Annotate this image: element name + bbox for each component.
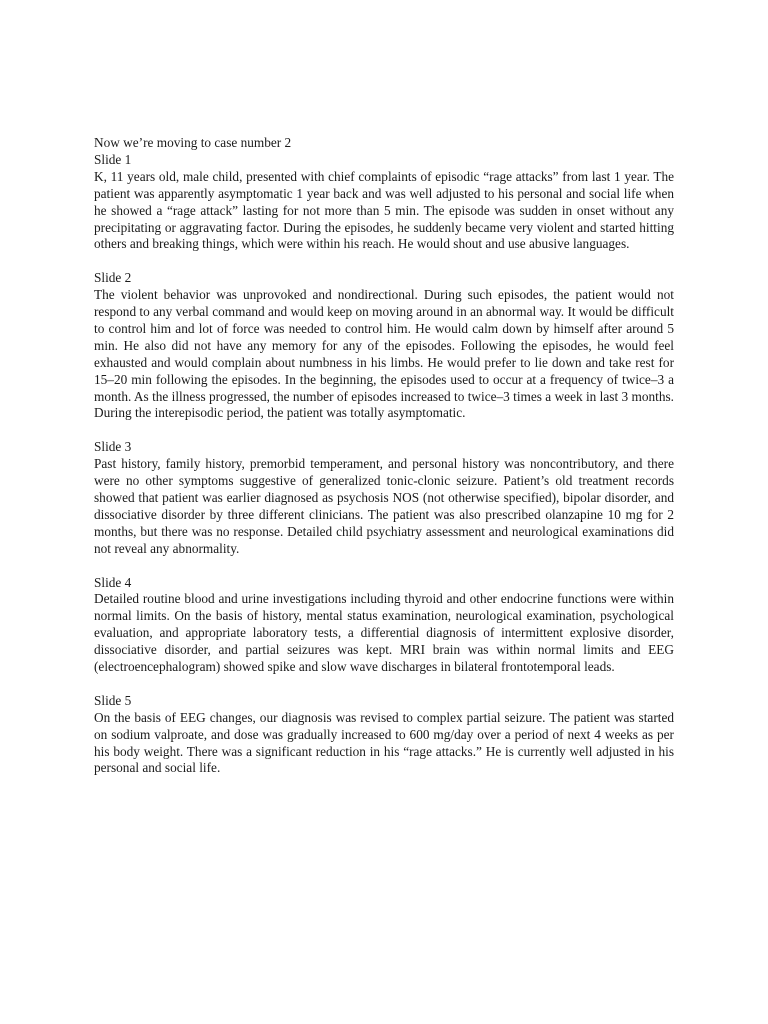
- slide-1-section: [94, 152, 674, 253]
- slide-5-section: [94, 693, 674, 778]
- slide-5-heading: Slide 5: [94, 692, 132, 708]
- slide-2-section: [94, 270, 674, 422]
- slide-2-heading: Slide 2: [94, 270, 132, 286]
- slide-4-body: Detailed routine blood and urine investigations including thyroid and other endocrine functions were within normal limits. On the basis of history, mental status examination, neurological examination, psychological evaluation, and appropriate laboratory tests, a differential diagnosis of intermittent explosive disorder, dissociative disorder, and partial seizures was kept. MRI brain was within normal limits and EEG (electroencephalogram) showed spike and slow wave discharges in bilateral frontotemporal leads.: [94, 591, 674, 675]
- slide-3-section: [94, 439, 674, 557]
- slide-5-body: On the basis of EEG changes, our diagnosis was revised to complex partial seizure. The patient was started on sodium valproate, and dose was gradually increased to 600 mg/day over a period of next 4 weeks as per his body weight. There was a significant reduction in his “rage attacks.” He is currently well adjusted in his personal and social life.: [94, 709, 674, 776]
- document-page: [94, 135, 674, 794]
- slide-3-body: Past history, family history, premorbid temperament, and personal history was noncontributory, and there were no other symptoms suggestive of generalized tonic-clonic seizure. Patient’s old treatment records showed that patient was earlier diagnosed as psychosis NOS (not otherwise specified), bipolar disorder, and dissociative disorder by three different clinicians. The patient was also prescribed olanzapine 10 mg for 2 months, but there was no response. Detailed child psychiatry assessment and neurological examinations did not reveal any abnormality.: [94, 456, 674, 556]
- document-intro: Now we’re moving to case number 2: [94, 135, 292, 150]
- slide-1-body: K, 11 years old, male child, presented with chief complaints of episodic “rage attacks” from last 1 year. The patient was apparently asymptomatic 1 year back and was well adjusted to his personal and social life when he showed a “rage attack” lasting for not more than 5 min. The episode was sudden in onset without any precipitating or aggravating factor. During the episodes, he suddenly became very violent and started hitting others and breaking things, which were within his reach. He would shout and use abusive languages.: [94, 168, 674, 252]
- slide-2-body: The violent behavior was unprovoked and nondirectional. During such episodes, the patient would not respond to any verbal command and would keep on moving around in an abnormal way. It would be difficult to control him and lot of force was needed to control him. He would calm down by himself after around 5 min. He also did not have any memory for any of the episodes. Following the episodes, he would feel exhausted and would complain about numbness in his limbs. He would prefer to lie down and take rest for 15–20 min following the episodes. In the beginning, the episodes used to occur at a frequency of twice–3 a month. As the illness progressed, the number of episodes increased to twice–3 times a week in last 3 months. During the interepisodic period, the patient was totally asymptomatic.: [94, 287, 674, 421]
- slide-4-heading: Slide 4: [94, 574, 132, 590]
- slide-3-heading: Slide 3: [94, 439, 132, 455]
- slide-1-heading: Slide 1: [94, 151, 132, 167]
- slide-4-section: [94, 575, 674, 676]
